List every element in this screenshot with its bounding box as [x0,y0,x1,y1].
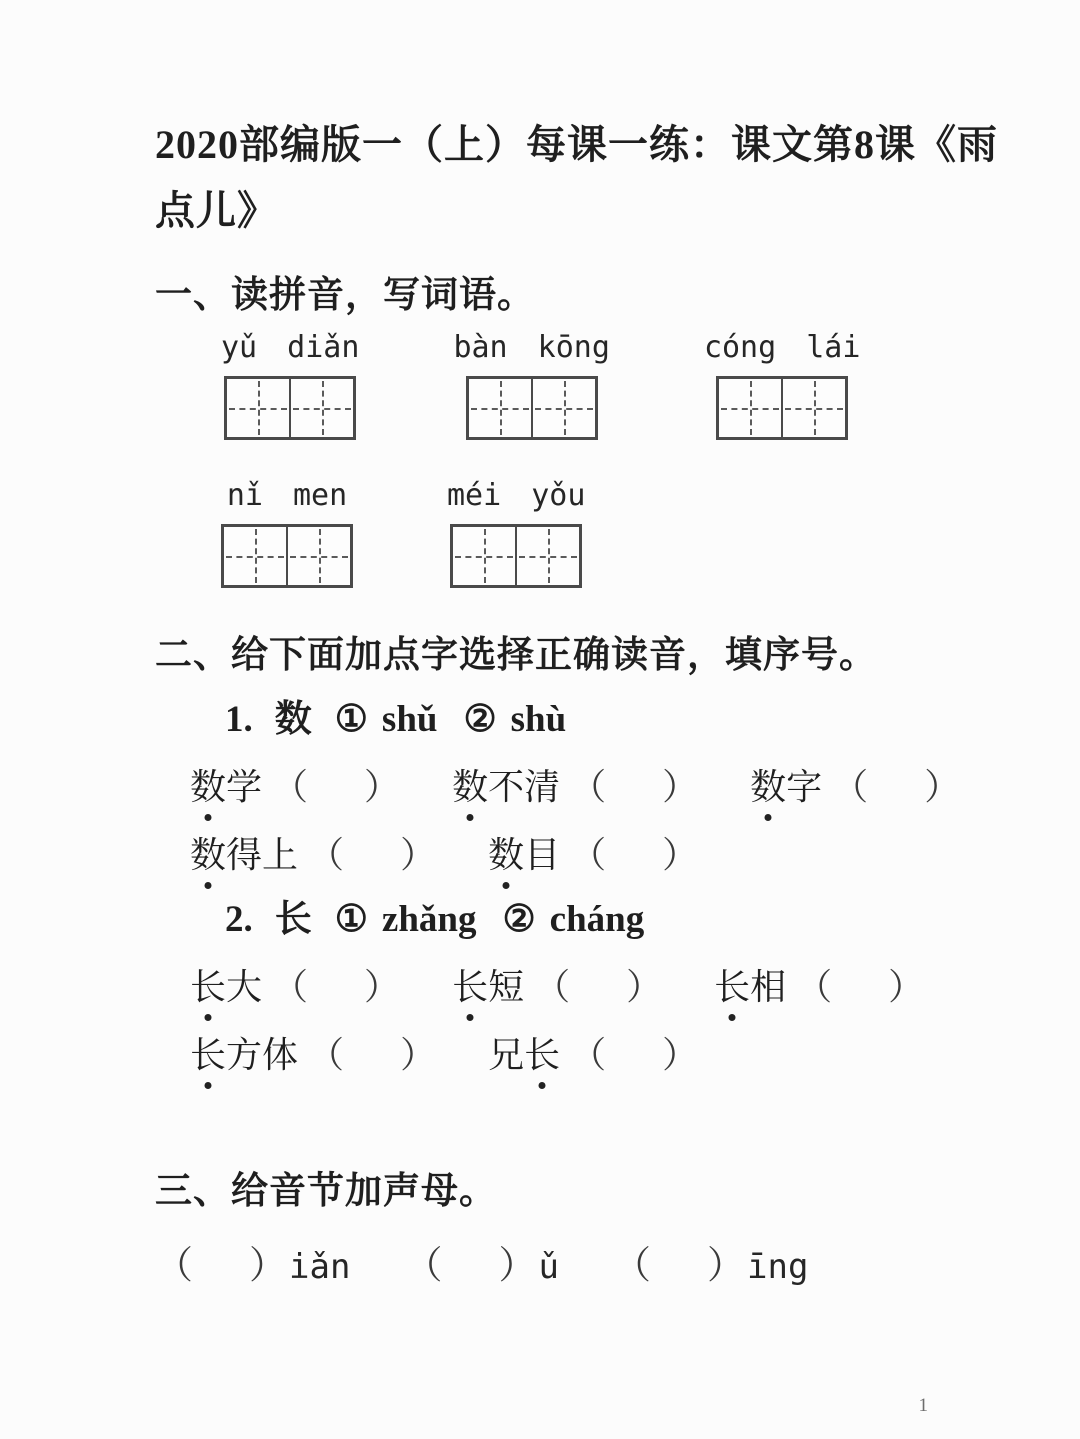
paren-open: （ [534,967,571,1007]
paren-open: （ [404,1245,443,1287]
word-item [750,762,960,812]
answer-blank [155,1240,287,1292]
word-row [155,762,960,812]
writing-grid [224,376,356,440]
word-char: 长 [714,962,750,1012]
section-2-items [155,696,960,1080]
grid-cell [515,527,579,585]
item-heading [155,896,960,944]
word-text [190,830,298,880]
page-title-line2: 点儿》 [155,188,278,233]
word-char: 数 [190,830,226,880]
paren-open: （ [832,767,869,807]
grid-cell [289,379,353,437]
answer-blank [272,962,400,1012]
paren-close: ） [249,1245,288,1287]
word-char: 数 [488,830,524,880]
word-text [452,762,560,812]
pinyin-row [221,330,960,440]
paren-open: （ [155,1245,194,1287]
word-char: 体 [262,1035,299,1075]
paren-open: （ [796,967,833,1007]
page-number: 1 [918,1395,928,1416]
grid-cell [453,527,515,585]
word-char: 长 [452,962,488,1012]
word-char: 不 [488,767,525,807]
paren-close: ） [400,835,437,875]
word-text [488,1030,560,1080]
grid-cell [469,379,531,437]
grid-cell [781,379,845,437]
word-item [190,1030,436,1080]
paren-open: （ [272,967,309,1007]
answer-blank [570,762,698,812]
section-3-heading: 三、给音节加声母。 [155,1171,497,1212]
item-number: 2. [225,899,253,940]
paren-open: （ [570,767,607,807]
answer-blank [404,1240,536,1292]
word-row [155,962,960,1012]
item-number: 1. [225,699,253,740]
word-text [190,1030,298,1080]
section-2-heading: 二、给下面加点字选择正确读音，填序号。 [155,635,877,676]
paren-open: （ [308,835,345,875]
item-heading [155,696,960,744]
paren-close: ） [924,767,961,807]
paren-close: ） [706,1245,745,1287]
answer-blank [272,762,400,812]
grid-cell [224,527,286,585]
writing-grid [716,376,848,440]
answer-blank [832,762,960,812]
paren-close: ） [662,835,699,875]
paren-open: （ [308,1035,345,1075]
grid-cell [227,379,289,437]
pinyin-word-block [447,478,585,588]
word-char: 数 [452,762,488,812]
pinyin-label: bàn kōng [453,330,610,365]
syllable-item [613,1240,808,1293]
paren-open: （ [612,1245,651,1287]
pinyin-word-block [704,330,861,440]
pinyin-label: yǔ diǎn [221,330,360,365]
item-character: 长 [274,899,313,940]
option-badge: ② [463,699,497,740]
word-char: 长 [190,962,226,1012]
answer-blank [613,1240,745,1292]
word-char: 上 [262,835,299,875]
word-char: 学 [226,767,263,807]
word-item [488,830,698,880]
grid-cell [286,527,350,585]
paren-close: ） [364,967,401,1007]
word-item [190,962,400,1012]
paren-close: ） [662,1035,699,1075]
word-char: 长 [190,1030,226,1080]
grid-cell [531,379,595,437]
syllable-item [155,1240,350,1293]
word-item [452,762,698,812]
word-item [714,962,924,1012]
paren-open: （ [570,1035,607,1075]
word-char: 方 [226,1035,263,1075]
answer-blank [796,962,924,1012]
section-1-heading: 一、读拼音，写词语。 [155,275,535,316]
word-char: 数 [190,762,226,812]
word-text [488,830,560,880]
word-item [452,962,662,1012]
word-char: 兄 [488,1035,525,1075]
paren-close: ） [498,1245,537,1287]
syllable-final: īng [747,1247,809,1287]
option-badge: ① [334,699,368,740]
paren-open: （ [272,767,309,807]
word-row [155,830,960,880]
paren-open: （ [570,835,607,875]
word-char: 清 [524,767,561,807]
option-badge: ① [334,899,368,940]
word-text [190,962,262,1012]
paren-close: ） [888,967,925,1007]
word-char: 大 [226,967,263,1007]
word-char: 数 [750,762,786,812]
answer-blank [534,962,662,1012]
word-char: 短 [488,967,525,1007]
answer-blank [308,1030,436,1080]
pinyin-label: méi yǒu [447,478,586,513]
section-1-pinyin-grids [221,330,960,588]
option-badge: ② [502,899,536,940]
option-pinyin: shù [510,699,567,740]
pinyin-label: nǐ men [226,478,348,513]
pinyin-label: cóng lái [703,330,861,365]
word-text [714,962,786,1012]
item-character: 数 [274,699,313,740]
pinyin-word-block [221,478,353,588]
syllable-final: ǔ [538,1247,559,1287]
pinyin-row [221,478,960,588]
answer-blank [570,830,698,880]
paren-close: ） [626,967,663,1007]
answer-blank [570,1030,698,1080]
word-char: 相 [750,967,787,1007]
syllable-final: iǎn [289,1247,351,1287]
word-item [190,762,400,812]
word-char: 得 [226,835,263,875]
word-char: 长 [524,1030,560,1080]
word-char: 字 [786,767,823,807]
paren-close: ） [400,1035,437,1075]
word-text [452,962,524,1012]
writing-grid [221,524,353,588]
option-pinyin: zhǎng [381,899,477,940]
writing-grid [450,524,582,588]
word-item [488,1030,698,1080]
paren-close: ） [662,767,699,807]
page-title-line1: 2020部编版一（上）每课一练：课文第8课《雨 [155,122,998,167]
word-char: 目 [524,835,561,875]
option-pinyin: cháng [549,899,645,940]
section-3-syllables [155,1240,960,1293]
answer-blank [308,830,436,880]
word-item [190,830,436,880]
grid-cell [719,379,781,437]
pinyin-word-block [221,330,359,440]
paren-close: ） [364,767,401,807]
pinyin-word-block [453,330,610,440]
word-text [750,762,822,812]
option-pinyin: shǔ [381,699,438,740]
syllable-item [404,1240,559,1293]
word-text [190,762,262,812]
word-row [155,1030,960,1080]
page-title [155,112,998,244]
writing-grid [466,376,598,440]
